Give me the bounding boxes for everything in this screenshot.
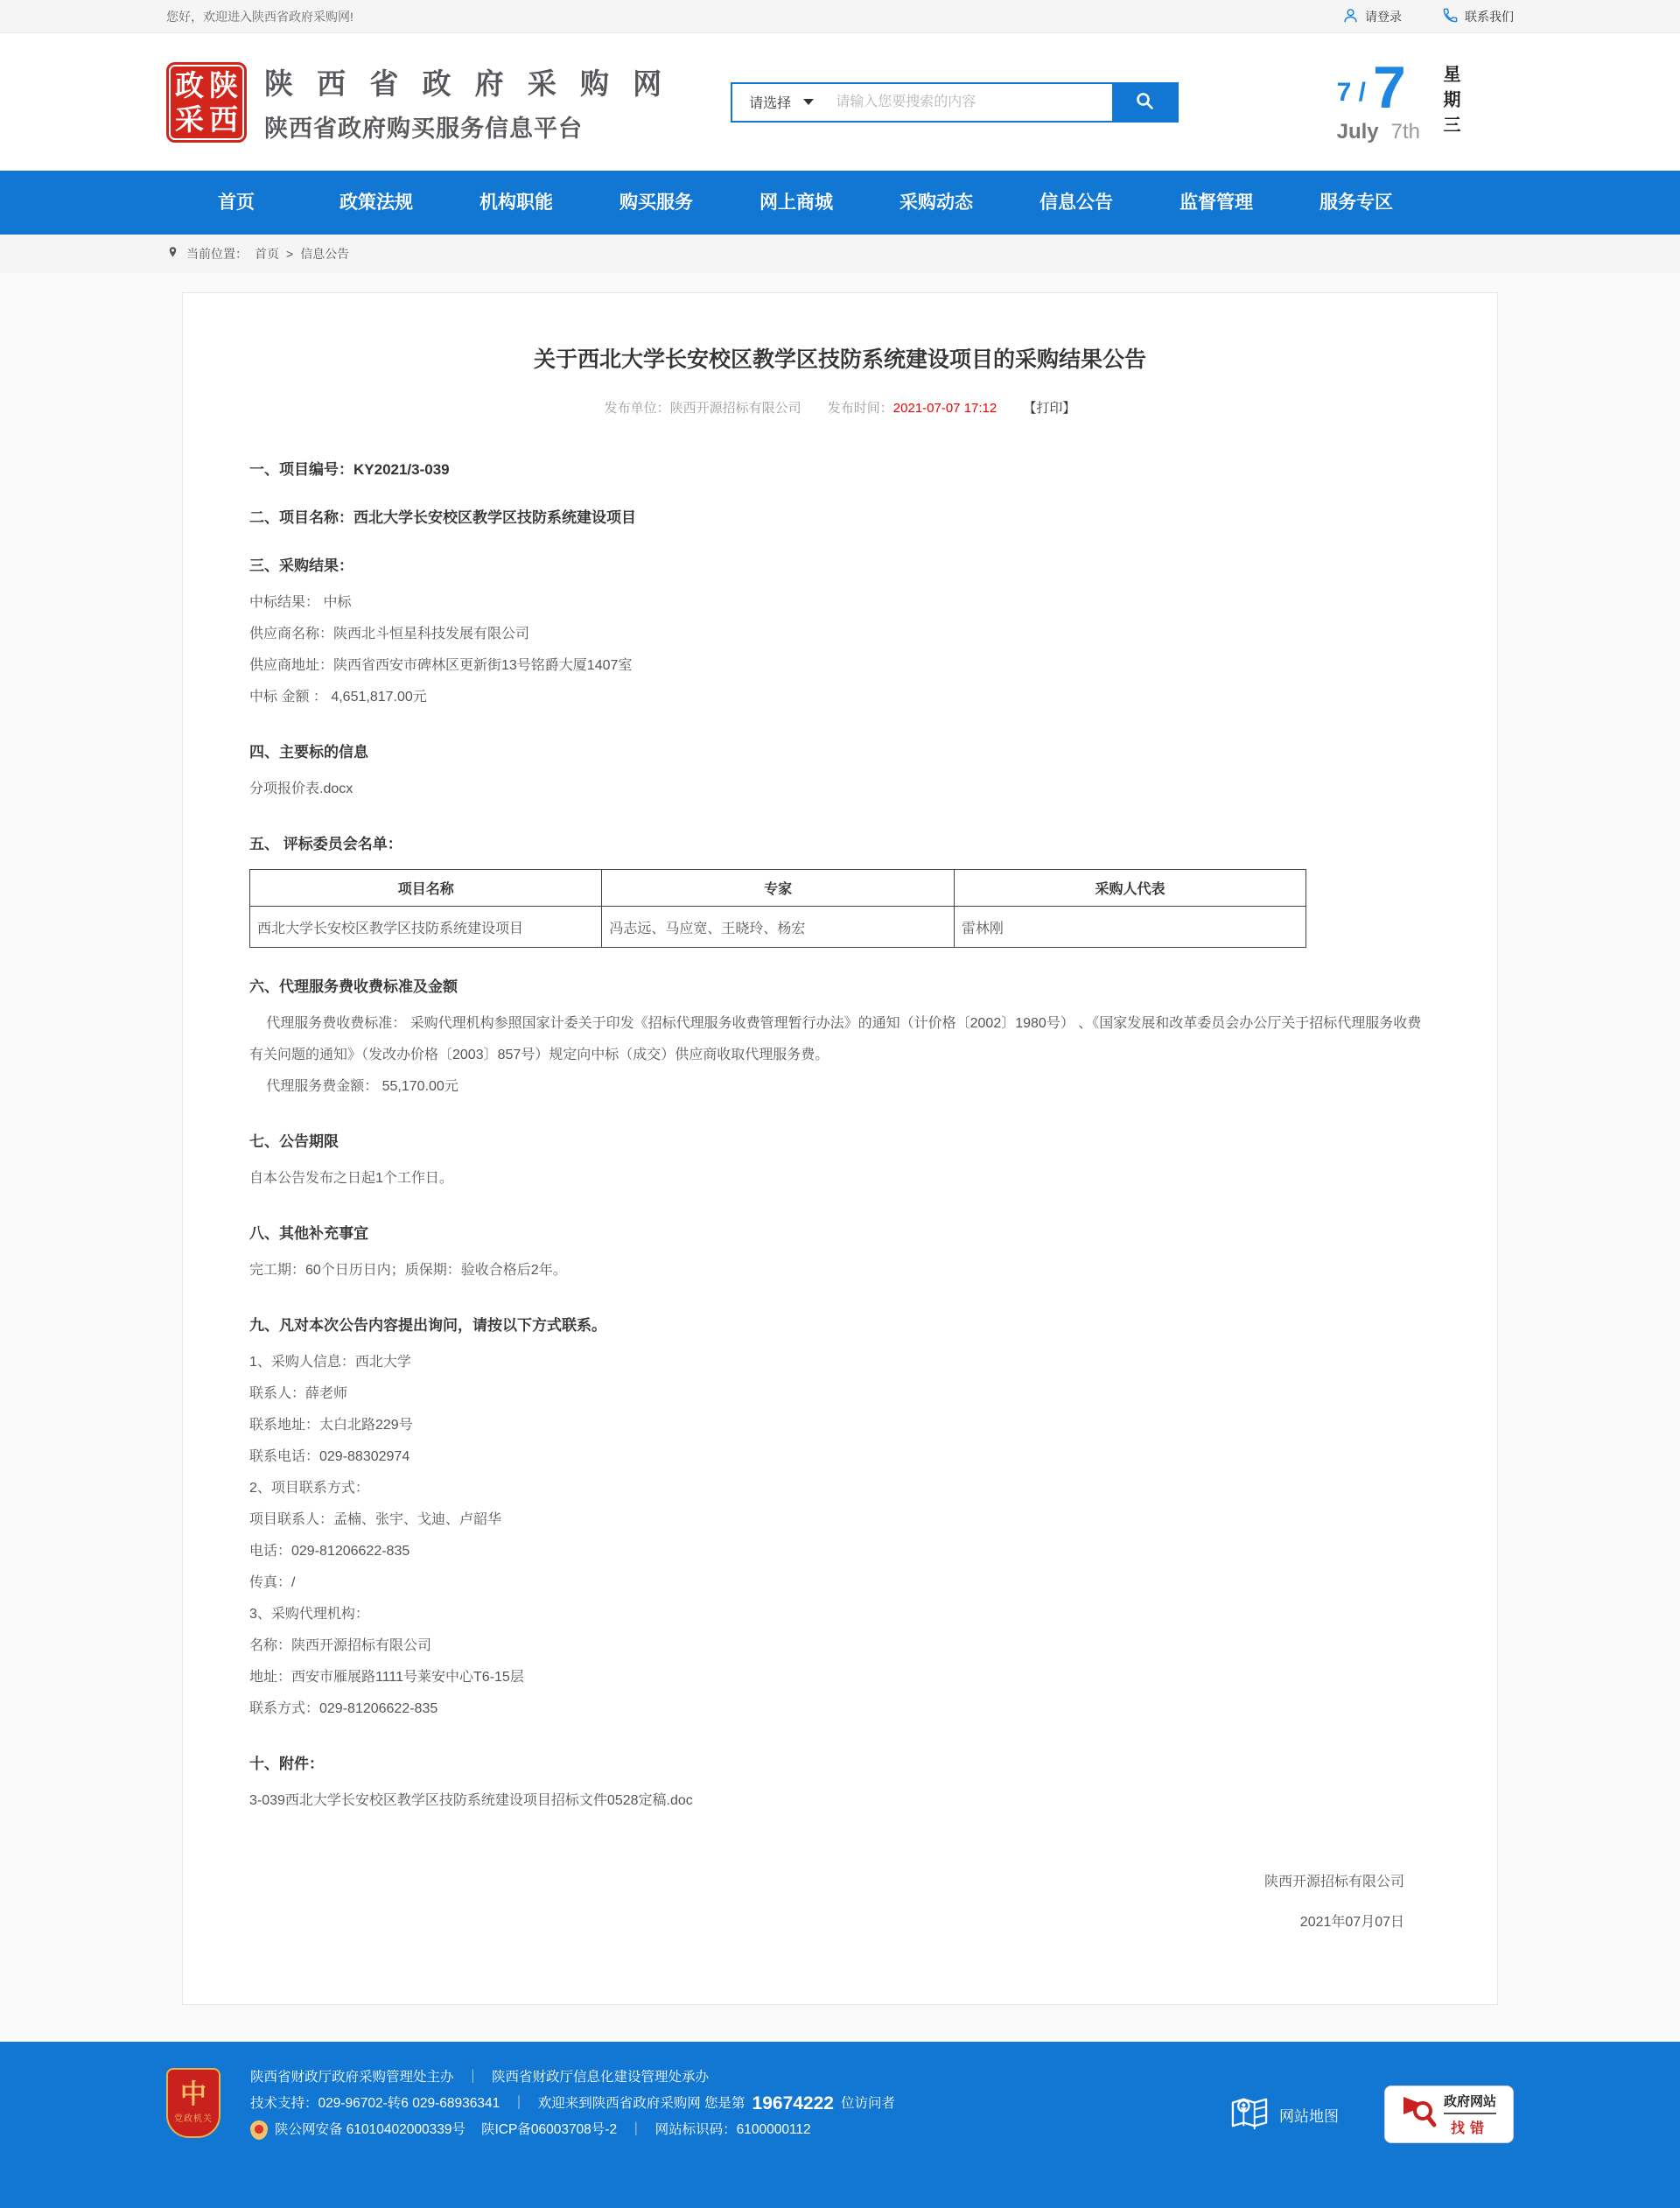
- main-area: [0, 273, 1680, 2042]
- section-heading-1: 一、项目编号：KY2021/3-039: [249, 461, 450, 478]
- breadcrumb-label: 当前位置：: [186, 247, 248, 261]
- table-header-experts: 专家: [602, 870, 954, 907]
- nav-item-functions[interactable]: 机构职能: [480, 193, 553, 213]
- footer-visitor-suffix: 位访问者: [840, 2096, 895, 2111]
- article-paragraph: 项目联系人：孟楠、张宇、戈迪、卢韶华: [249, 1512, 502, 1527]
- attachment-link[interactable]: 分项报价表.docx: [249, 782, 354, 796]
- logo-char: 陕: [209, 67, 238, 102]
- signature-date: 2021年07月07日: [1299, 1915, 1404, 1930]
- breadcrumb-current[interactable]: 信息公告: [300, 247, 350, 261]
- article-paragraph: 中标 金额 ： 4,651,817.00元: [249, 690, 427, 704]
- phone-icon: [1442, 7, 1459, 26]
- table-header-purchaser-rep: 采购人代表: [954, 870, 1306, 907]
- search-icon: [1134, 90, 1155, 114]
- footer-icp-record: 陕ICP备06003708号-2: [481, 2122, 618, 2137]
- date-day-en: 7th: [1390, 119, 1420, 144]
- login-link[interactable]: [1342, 7, 1402, 26]
- gov-site-error-report-badge[interactable]: [1384, 2085, 1514, 2143]
- table-row: [250, 907, 1306, 948]
- nav-item-purchase-service[interactable]: 购买服务: [620, 193, 693, 213]
- footer-separator: ｜: [512, 2096, 526, 2111]
- breadcrumb: [166, 235, 1514, 273]
- error-badge-bottom: 找错: [1450, 2121, 1489, 2136]
- party-gov-badge-icon: [166, 2068, 220, 2138]
- section-heading-4: 四、主要标的信息: [249, 744, 368, 761]
- police-badge-icon: [250, 2120, 268, 2140]
- article-paragraph: 名称：陕西开源招标有限公司: [249, 1638, 432, 1653]
- login-label: 请登录: [1365, 10, 1402, 24]
- site-subtitle: 陕西省政府购买服务信息平台: [264, 115, 583, 142]
- site-logo: [166, 62, 247, 143]
- date-month-en: July: [1336, 119, 1379, 144]
- article-paragraph: 联系电话：029-88302974: [249, 1449, 410, 1464]
- footer-police-record: 陕公网安备 61010402000339号: [275, 2122, 466, 2137]
- section-heading-10: 十、附件：: [249, 1756, 324, 1772]
- publisher-label: 发布单位：: [604, 401, 670, 416]
- search-category-select[interactable]: [732, 84, 830, 121]
- article-paragraph: 1、采购人信息：西北大学: [249, 1355, 411, 1370]
- nav-item-home[interactable]: 首页: [218, 193, 255, 213]
- nav-item-supervision[interactable]: 监督管理: [1180, 193, 1253, 213]
- section-heading-9: 九、凡对本次公告内容提出询问，请按以下方式联系。: [249, 1317, 606, 1334]
- date-display: [1336, 54, 1514, 144]
- search-bar: [731, 82, 1179, 123]
- article-meta: [249, 398, 1431, 417]
- article-paragraph: 自本公告发布之日起1个工作日。: [249, 1171, 453, 1186]
- table-cell-project: 西北大学长安校区教学区技防系统建设项目: [250, 907, 602, 948]
- table-cell-experts: 冯志远、马应宽、王晓玲、杨宏: [602, 907, 954, 948]
- sitemap-label: 网站地图: [1279, 2107, 1339, 2125]
- contact-label: 联系我们: [1465, 10, 1514, 24]
- user-icon: [1342, 7, 1359, 26]
- search-button[interactable]: [1112, 84, 1177, 121]
- signature-block: [249, 1862, 1431, 1943]
- article-paragraph: 3、采购代理机构：: [249, 1607, 369, 1622]
- article-paragraph: 联系地址：太白北路229号: [249, 1418, 413, 1433]
- footer-line-2: [250, 2091, 895, 2117]
- date-month: 7 /: [1336, 77, 1366, 107]
- article-paragraph: 代理服务费收费标准： 采购代理机构参照国家计委关于印发《招标代理服务收费管理暂行办法》的通知（计价格〔2002〕1980号） 、《国家发展和改革委员会办公厅关于招标代理服务收费有关问题的通知》（发改办价格〔2003〕857号）规定向中标（成交）供应商收取代理服务费。: [249, 1016, 1422, 1062]
- signature-company: 陕西开源招标有限公司: [1264, 1875, 1404, 1889]
- logo-char: 政: [175, 67, 204, 102]
- table-header-row: [250, 870, 1306, 907]
- article-paragraph: 联系方式：029-81206622-835: [249, 1701, 438, 1716]
- article-paragraph: 电话：029-81206622-835: [249, 1544, 410, 1559]
- article-paragraph: 供应商地址：陕西省西安市碑林区更新街13号铭爵大厦1407室: [249, 658, 633, 673]
- publish-time-label: 发布时间：: [827, 401, 893, 416]
- site-footer: [0, 2042, 1680, 2208]
- evaluation-committee-table: [249, 869, 1306, 948]
- top-bar: [0, 0, 1680, 33]
- error-badge-top: 政府网站: [1444, 2092, 1496, 2114]
- sitemap-link[interactable]: [1230, 2095, 1339, 2134]
- nav-item-procurement-news[interactable]: 采购动态: [900, 193, 973, 213]
- map-icon: [1230, 2095, 1269, 2134]
- footer-co-organizer: 陕西省财政厅信息化建设管理处承办: [492, 2070, 710, 2085]
- footer-organizer: 陕西省财政厅政府采购管理处主办: [250, 2070, 454, 2085]
- logo-char: 采: [175, 102, 204, 137]
- footer-line-1: [250, 2064, 895, 2091]
- article-paragraph: 传真：/: [249, 1575, 296, 1590]
- publisher-value: 陕西开源招标有限公司: [669, 401, 802, 416]
- search-select-label: 请选择: [749, 96, 792, 111]
- footer-tech-support: 技术支持：029-96702-转6 029-68936341: [250, 2096, 500, 2111]
- section-heading-2: 二、项目名称：西北大学长安校区教学区技防系统建设项目: [249, 509, 636, 526]
- breadcrumb-separator: >: [286, 247, 294, 261]
- article-paragraph: 地址：西安市雁展路1111号莱安中心T6-15层: [249, 1670, 524, 1685]
- page-title: 关于西北大学长安校区教学区技防系统建设项目的采购结果公告: [533, 347, 1146, 372]
- nav-item-info-notice[interactable]: 信息公告: [1040, 193, 1113, 213]
- attachment-link[interactable]: 3-039西北大学长安校区教学区技防系统建设项目招标文件0528定稿.doc: [249, 1793, 693, 1808]
- section-heading-7: 七、公告期限: [249, 1133, 339, 1150]
- footer-line-3: [250, 2117, 895, 2143]
- article-paragraph: 中标结果： 中标: [249, 595, 352, 610]
- breadcrumb-home[interactable]: 首页: [255, 247, 279, 261]
- chevron-down-icon: [803, 99, 814, 105]
- section-heading-5: 五、 评标委员会名单：: [249, 836, 402, 852]
- footer-separator: ｜: [466, 2070, 480, 2085]
- footer-site-code: 网站标识码：6100000112: [654, 2122, 811, 2137]
- contact-link[interactable]: [1442, 7, 1514, 26]
- date-day: 7: [1372, 54, 1406, 122]
- badge-label: 党政机关: [174, 2114, 213, 2124]
- nav-item-policy[interactable]: 政策法规: [340, 193, 413, 213]
- publish-time-value: 2021-07-07 17:12: [892, 401, 998, 416]
- visitor-count: 19674222: [752, 2093, 834, 2113]
- section-heading-6: 六、代理服务费收费标准及金额: [249, 978, 458, 995]
- badge-emblem: 中: [180, 2079, 206, 2110]
- nav-item-service-zone[interactable]: 服务专区: [1320, 193, 1393, 213]
- article-paragraph: 联系人：薛老师: [249, 1386, 348, 1401]
- article-paragraph: 供应商名称：陕西北斗恒星科技发展有限公司: [249, 627, 530, 641]
- article-paragraph: 代理服务费金额： 55,170.00元: [266, 1079, 458, 1094]
- breadcrumb-bar: [0, 235, 1680, 273]
- announcement-card: [182, 292, 1498, 2005]
- location-pin-icon: [166, 246, 179, 262]
- footer-separator: ｜: [629, 2122, 643, 2137]
- error-finder-icon: [1402, 2093, 1437, 2136]
- site-title: 陕 西 省 政 府 采 购 网: [264, 67, 670, 100]
- footer-visitor-prefix: 欢迎来到陕西省政府采购网 您是第: [537, 2096, 746, 2111]
- table-header-project: 项目名称: [250, 870, 602, 907]
- article-body: [249, 457, 1431, 1943]
- welcome-text: 您好，欢迎进入陕西省政府采购网!: [166, 10, 354, 24]
- table-cell-purchaser-rep: 雷林刚: [954, 907, 1306, 948]
- site-header: [0, 33, 1680, 171]
- section-heading-3: 三、采购结果：: [249, 557, 354, 574]
- main-nav: [0, 171, 1680, 235]
- date-weekday: 星期三: [1440, 65, 1460, 142]
- logo-char: 西: [209, 102, 238, 137]
- print-button[interactable]: 【打印】: [1023, 401, 1076, 416]
- article-paragraph: 完工期：60个日历日内；质保期：验收合格后2年。: [249, 1263, 567, 1278]
- section-heading-8: 八、其他补充事宜: [249, 1225, 368, 1242]
- search-input[interactable]: [830, 84, 1112, 121]
- nav-item-online-mall[interactable]: 网上商城: [760, 193, 833, 213]
- article-paragraph: 2、项目联系方式：: [249, 1481, 369, 1496]
